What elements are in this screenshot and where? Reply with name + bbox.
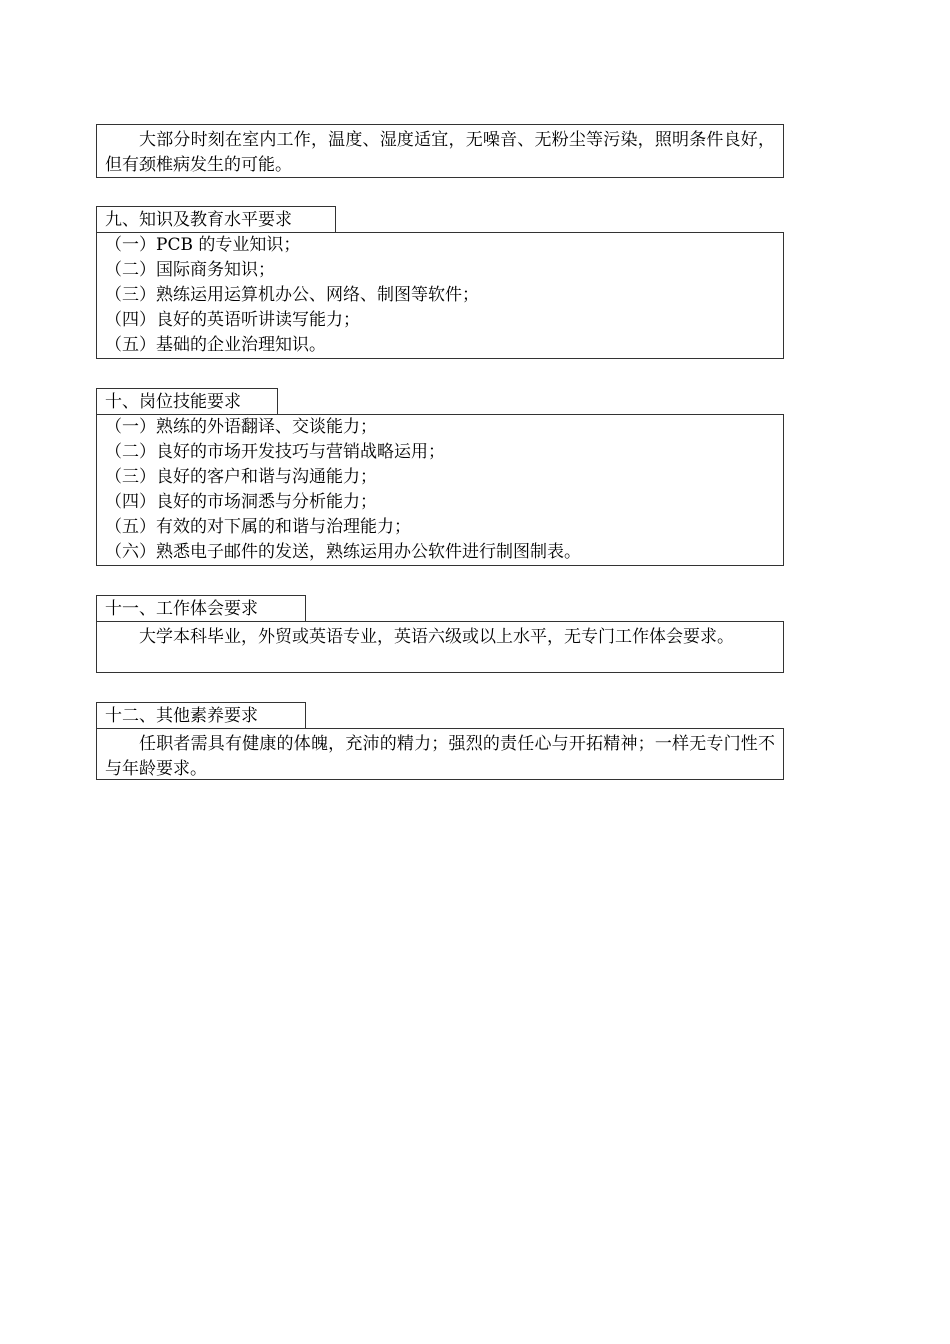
- list-item: （五）基础的企业治理知识。: [105, 335, 326, 355]
- list-item: （六）熟悉电子邮件的发送，熟练运用办公软件进行制图制表。: [105, 542, 581, 562]
- other-section-title: 十二、其他素养要求: [96, 702, 306, 729]
- list-item: （五）有效的对下属的和谐与治理能力；: [105, 517, 411, 537]
- knowledge-section-title: 九、知识及教育水平要求: [96, 206, 336, 233]
- experience-text: 大学本科毕业，外贸或英语专业，英语六级或以上水平，无专门工作体会要求。: [139, 627, 734, 647]
- experience-section-title: 十一、工作体会要求: [96, 595, 306, 622]
- knowledge-list: [97, 233, 783, 358]
- list-item: （一）熟练的外语翻译、交谈能力；: [105, 417, 377, 437]
- other-text: 任职者需具有健康的体魄，充沛的精力；强烈的责任心与开拓精神；一样无专门性不与年龄要求。: [105, 734, 775, 779]
- skills-section-box: [96, 414, 784, 566]
- knowledge-section-box: [96, 232, 784, 359]
- list-item: （三）良好的客户和谐与沟通能力；: [105, 467, 377, 487]
- experience-section-box: [96, 621, 784, 673]
- work-environment-text: 大部分时刻在室内工作，温度、湿度适宜，无噪音、无粉尘等污染，照明条件良好，但有颈椎病发生的可能。: [105, 130, 775, 175]
- list-item: （四）良好的市场洞悉与分析能力；: [105, 492, 377, 512]
- skills-list: [97, 415, 783, 565]
- list-item: （一）PCB 的专业知识；: [105, 235, 301, 255]
- other-section-box: [96, 728, 784, 780]
- skills-section-title: 十、岗位技能要求: [96, 388, 278, 415]
- work-environment-box: [96, 124, 784, 178]
- list-item: （三）熟练运用运算机办公、网络、制图等软件；: [105, 285, 479, 305]
- list-item: （四）良好的英语听讲读写能力；: [105, 310, 360, 330]
- list-item: （二）国际商务知识；: [105, 260, 275, 280]
- list-item: （二）良好的市场开发技巧与营销战略运用；: [105, 442, 445, 462]
